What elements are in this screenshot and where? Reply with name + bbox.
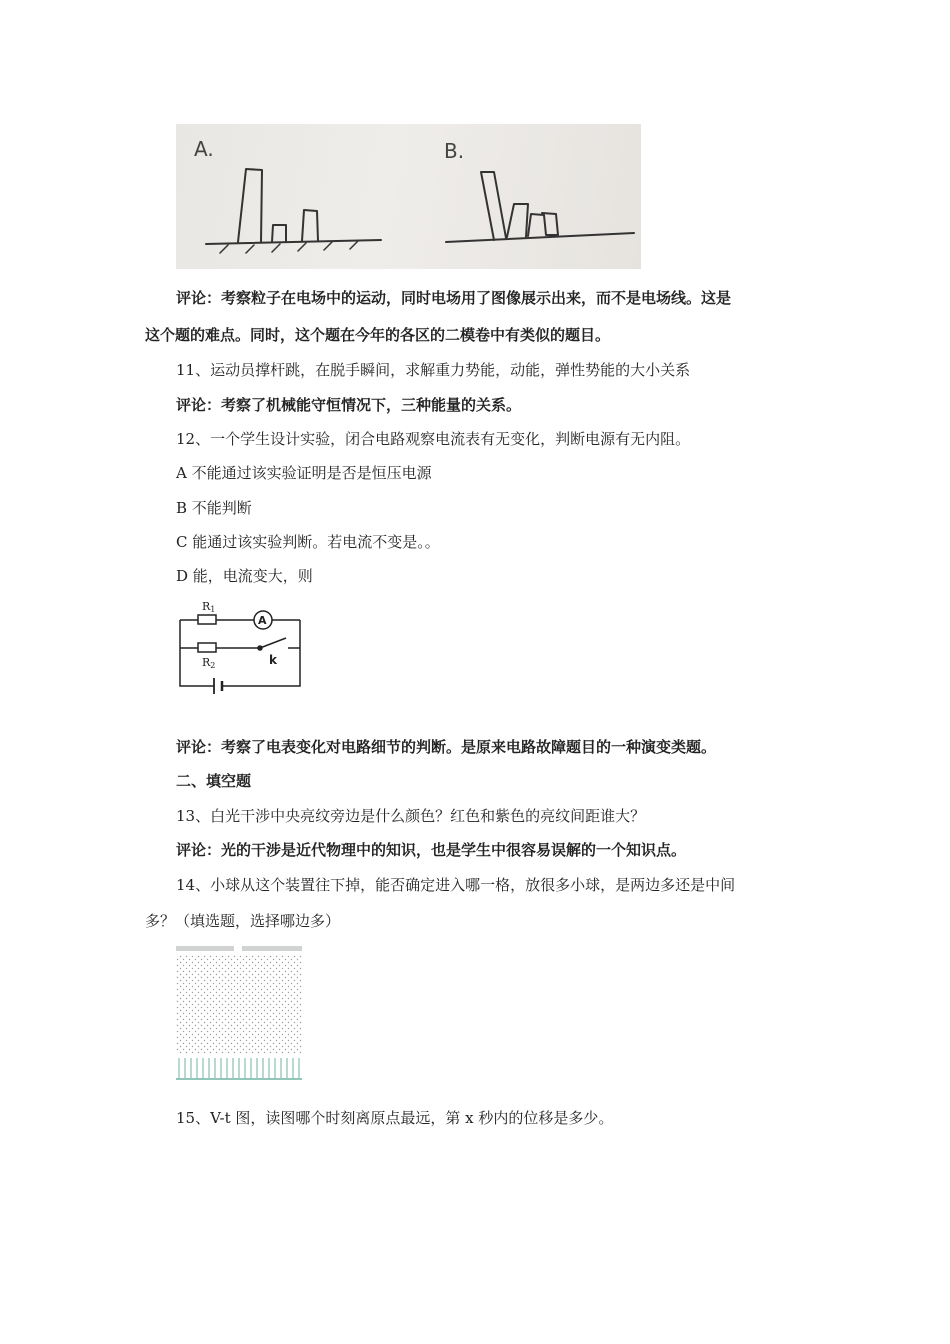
- option-c: C 能通过该实验判断。若电流不变是。。: [176, 533, 440, 551]
- funnel-left-ledge: [176, 946, 234, 951]
- sketch-b-baseline: [446, 233, 634, 242]
- comment-11: 评论：考察了机械能守恒情况下，三种能量的关系。: [176, 396, 522, 414]
- sketch-b-bar-3: [528, 213, 558, 236]
- svg-text:R2: [202, 656, 215, 670]
- question-12: 12、一个学生设计实验，闭合电路观察电流表有无变化，判断电源有无内阻。: [176, 430, 691, 448]
- r2-label: R: [202, 656, 211, 669]
- funnel-right-ledge: [242, 946, 302, 951]
- sketch-a-bar-3: [302, 210, 318, 241]
- resistor-r1: [198, 615, 216, 624]
- question-14-line2: 多？（填选题，选择哪边多）: [145, 912, 341, 930]
- resistor-r2: [198, 643, 216, 652]
- comment-13: 评论：光的干涉是近代物理中的知识，也是学生中很容易误解的一个知识点。: [176, 841, 687, 859]
- sketch-a-bar-2: [272, 225, 286, 242]
- r1-sub: 1: [210, 605, 216, 614]
- sketch-a-bar-1: [238, 169, 262, 242]
- sketch-b-bar-1: [481, 172, 506, 240]
- sketch-b-bar-2: [507, 204, 528, 237]
- switch-label: k: [269, 653, 277, 667]
- comment-12: 评论：考察了电表变化对电路细节的判断。是原来电路故障题目的一种演变类题。: [176, 738, 717, 756]
- circuit-left-wire: [180, 620, 214, 686]
- question-15: 15、V-t 图，读图哪个时刻离原点最远，第 x 秒内的位移是多少。: [176, 1109, 614, 1127]
- r2-sub: 2: [210, 661, 216, 670]
- r1-label: R: [202, 600, 211, 613]
- peg-field: [176, 954, 302, 1054]
- option-b: B 不能判断: [176, 499, 252, 517]
- circuit-bottom-right-wire: [222, 620, 300, 686]
- figure-ab-sketch: [176, 124, 641, 269]
- section-2-title: 二、填空题: [176, 772, 252, 790]
- comment-10-line1: 评论：考察粒子在电场中的运动，同时电场用了图像展示出来，而不是电场线。这是: [176, 289, 732, 307]
- galton-board: [176, 946, 306, 1082]
- option-d: D 能，电流变大，则: [176, 567, 313, 585]
- option-a: A 不能通过该实验证明是否是恒压电源: [176, 464, 432, 482]
- comment-10-line2: 这个题的难点。同时，这个题在今年的各区的二模卷中有类似的题目。: [145, 326, 611, 344]
- question-14-line1: 14、小球从这个装置往下掉，能否确定进入哪一格，放很多小球，是两边多还是中间: [176, 876, 736, 894]
- ammeter-label: A: [258, 614, 267, 627]
- figure-ab-photo: [176, 124, 641, 269]
- question-13: 13、白光干涉中央亮纹旁边是什么颜色？红色和紫色的亮纹间距谁大？: [176, 807, 646, 825]
- sketch-b-label: B.: [444, 139, 465, 163]
- svg-text:R1: [202, 600, 215, 614]
- sketch-a-label: A.: [194, 137, 214, 161]
- question-11: 11、运动员撑杆跳，在脱手瞬间，求解重力势能，动能，弹性势能的大小关系: [176, 361, 691, 379]
- bin-dividers: [179, 1058, 299, 1078]
- switch-blade: [260, 638, 286, 648]
- circuit-diagram: [176, 598, 306, 694]
